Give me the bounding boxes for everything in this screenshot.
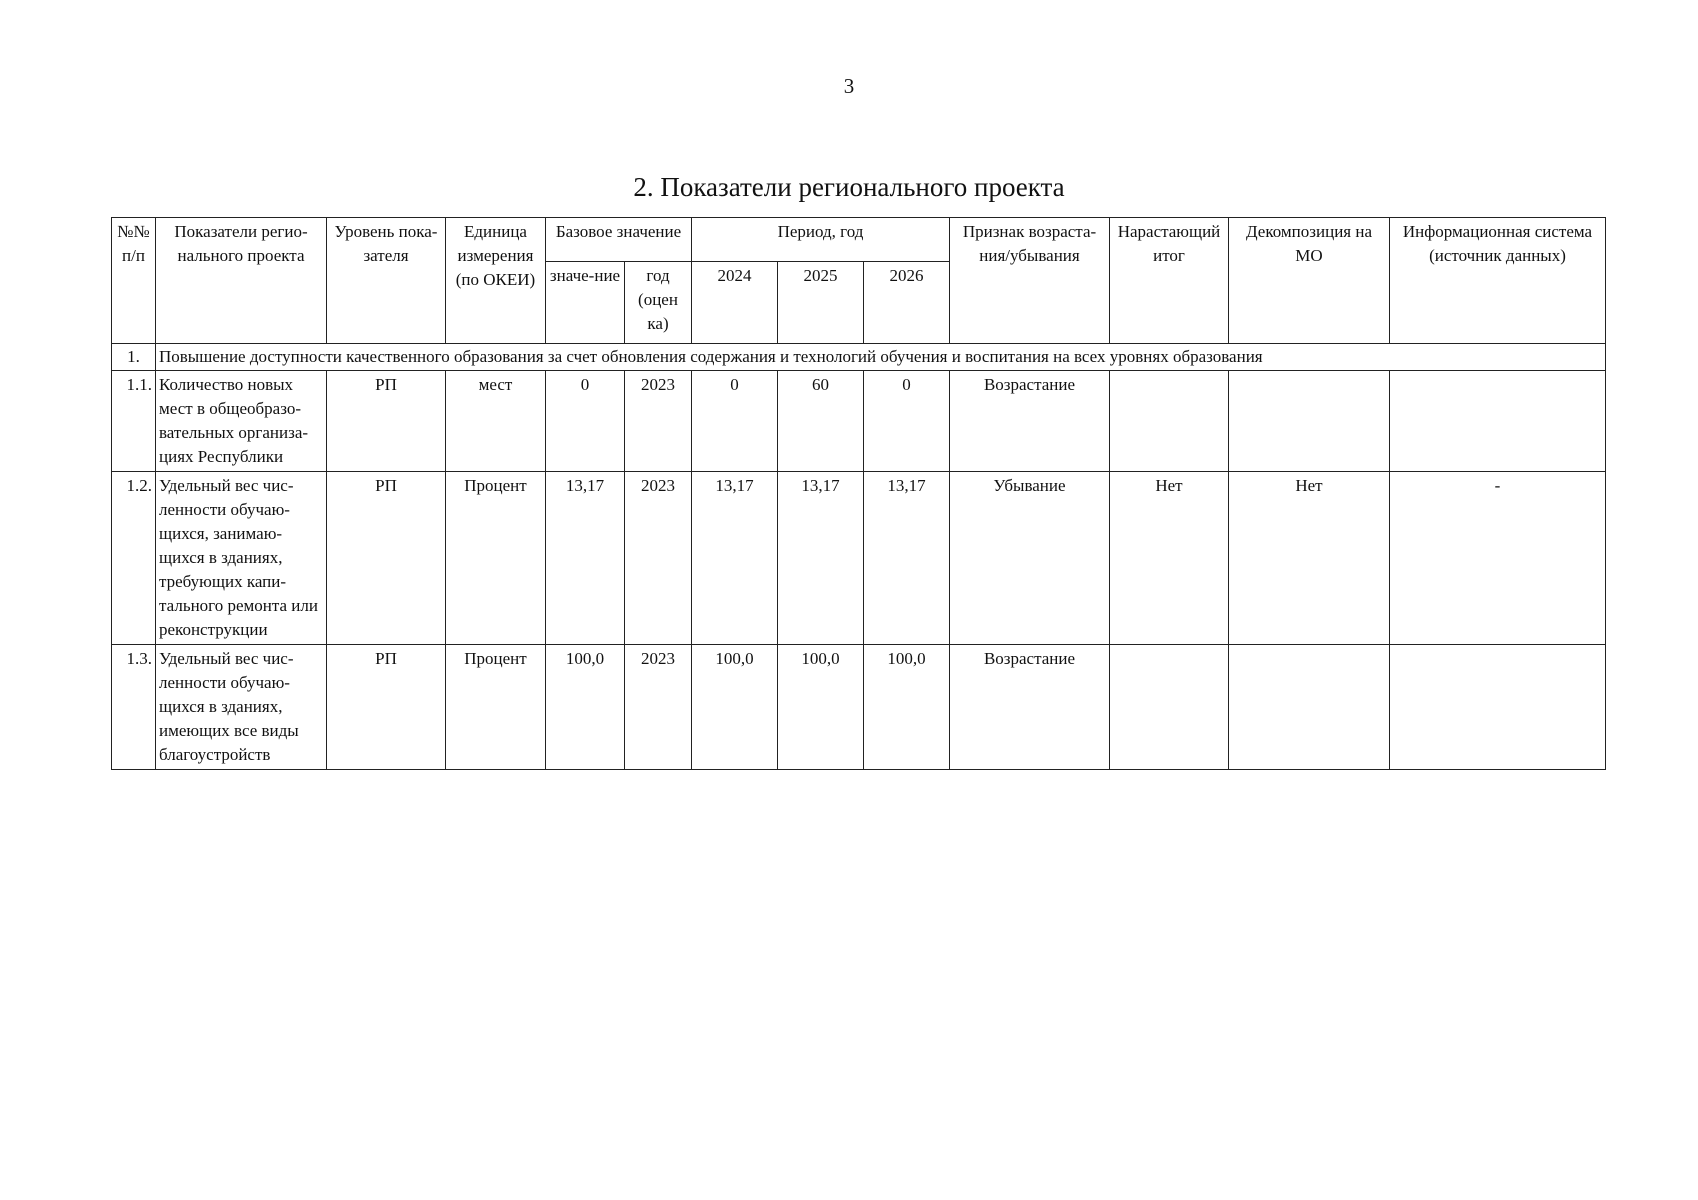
row-trend: Возрастание xyxy=(950,371,1110,472)
header-base: Базовое значение xyxy=(546,218,692,262)
header-level: Уровень пока-зателя xyxy=(327,218,446,344)
header-row xyxy=(112,218,1606,262)
header-decomposition: Декомпозиция на МО xyxy=(1229,218,1390,344)
row-decomposition: Нет xyxy=(1229,472,1390,645)
header-year-2024: 2024 xyxy=(692,262,778,344)
section-title: Повышение доступности качественного образования за счет обновления содержания и технологий обучения и воспитания на всех уровнях образования xyxy=(156,344,1606,371)
section-num: 1. xyxy=(112,344,156,371)
row-unit: мест xyxy=(446,371,546,472)
header-unit: Единица измерения (по ОКЕИ) xyxy=(446,218,546,344)
row-2026: 13,17 xyxy=(864,472,950,645)
header-num: №№ п/п xyxy=(112,218,156,344)
header-source: Информационная система (источник данных) xyxy=(1390,218,1606,344)
row-unit: Процент xyxy=(446,645,546,770)
row-2024: 100,0 xyxy=(692,645,778,770)
row-2025: 100,0 xyxy=(778,645,864,770)
table-row xyxy=(112,645,1606,770)
indicators-table xyxy=(111,217,1606,770)
row-base-value: 0 xyxy=(546,371,625,472)
section-row xyxy=(112,344,1606,371)
page-number: 3 xyxy=(843,74,855,98)
page-title: 2. Показатели регионального проекта xyxy=(633,172,1065,202)
row-base-value: 100,0 xyxy=(546,645,625,770)
row-2026: 0 xyxy=(864,371,950,472)
header-base-year: год (оцен ка) xyxy=(625,262,692,344)
header-period: Период, год xyxy=(692,218,950,262)
header-base-value: значе-ние xyxy=(546,262,625,344)
row-source xyxy=(1390,371,1606,472)
row-num: 1.3. xyxy=(112,645,156,770)
row-level: РП xyxy=(327,645,446,770)
row-base-value: 13,17 xyxy=(546,472,625,645)
table-row xyxy=(112,371,1606,472)
row-indicator: Количество новых мест в общеобразо-вательных организа-циях Республики xyxy=(156,371,327,472)
row-cumulative xyxy=(1110,371,1229,472)
row-decomposition xyxy=(1229,645,1390,770)
row-indicator: Удельный вес чис-ленности обучаю-щихся, занимаю-щихся в зданиях, требующих капи-тального ремонта или реконструкции xyxy=(156,472,327,645)
header-indicator: Показатели регио-нального проекта xyxy=(156,218,327,344)
row-cumulative: Нет xyxy=(1110,472,1229,645)
table-row xyxy=(112,472,1606,645)
row-level: РП xyxy=(327,371,446,472)
header-year-2025: 2025 xyxy=(778,262,864,344)
row-cumulative xyxy=(1110,645,1229,770)
header-cumulative: Нарастающий итог xyxy=(1110,218,1229,344)
row-trend: Убывание xyxy=(950,472,1110,645)
header-year-2026: 2026 xyxy=(864,262,950,344)
row-2025: 60 xyxy=(778,371,864,472)
row-2026: 100,0 xyxy=(864,645,950,770)
row-base-year: 2023 xyxy=(625,472,692,645)
row-num: 1.2. xyxy=(112,472,156,645)
row-unit: Процент xyxy=(446,472,546,645)
row-2024: 13,17 xyxy=(692,472,778,645)
row-source: - xyxy=(1390,472,1606,645)
row-base-year: 2023 xyxy=(625,645,692,770)
row-2025: 13,17 xyxy=(778,472,864,645)
row-2024: 0 xyxy=(692,371,778,472)
row-level: РП xyxy=(327,472,446,645)
row-decomposition xyxy=(1229,371,1390,472)
row-base-year: 2023 xyxy=(625,371,692,472)
row-source xyxy=(1390,645,1606,770)
row-trend: Возрастание xyxy=(950,645,1110,770)
header-trend: Признак возраста-ния/убывания xyxy=(950,218,1110,344)
row-indicator: Удельный вес чис-ленности обучаю-щихся в зданиях, имеющих все виды благоустройств xyxy=(156,645,327,770)
row-num: 1.1. xyxy=(112,371,156,472)
